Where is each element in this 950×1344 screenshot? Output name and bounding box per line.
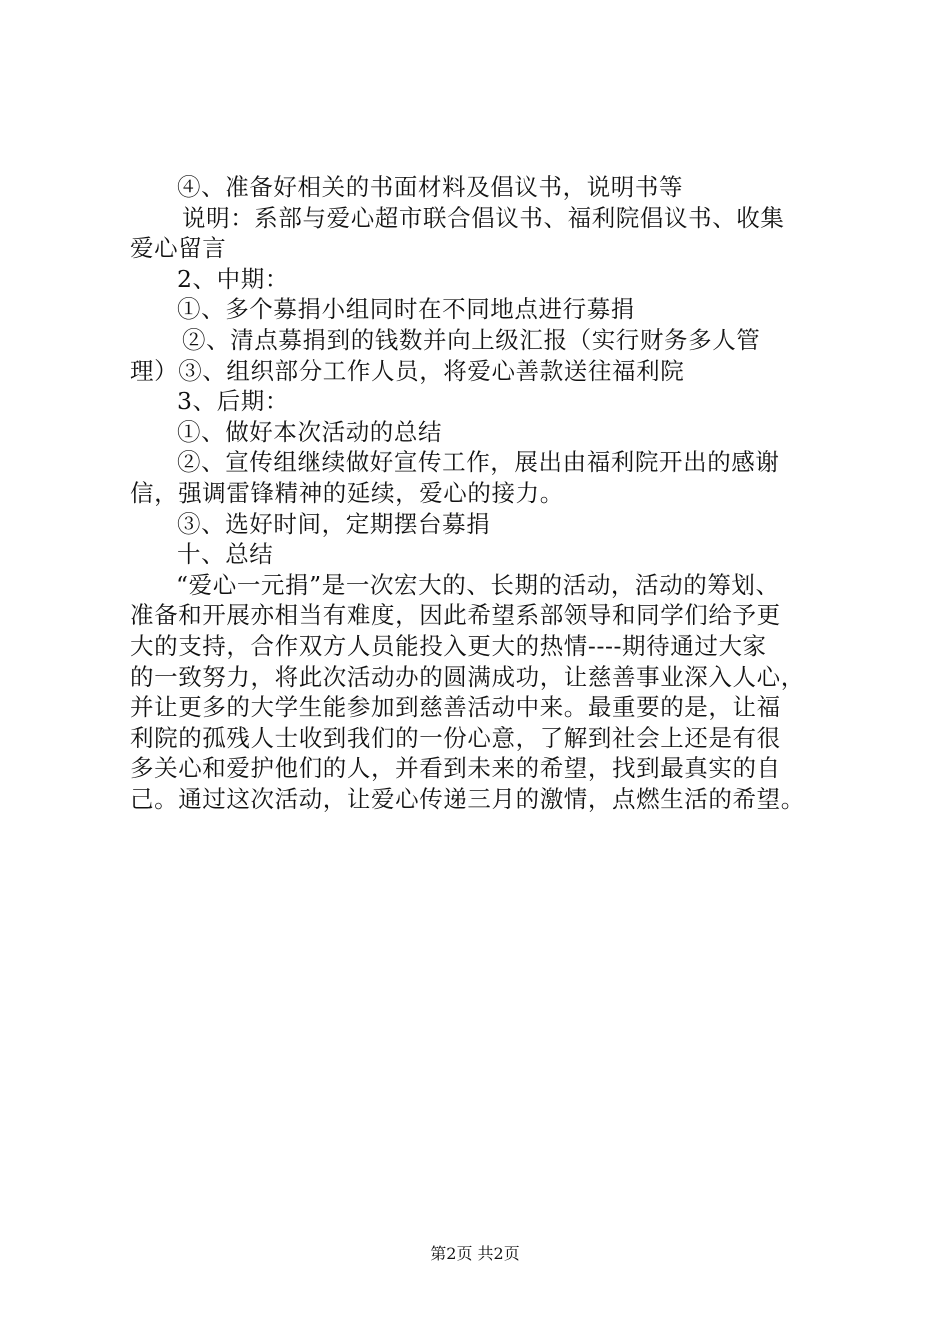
text-line: ①、多个募捐小组同时在不同地点进行募捐 <box>177 295 635 324</box>
text-line: 爱心留言 <box>130 234 227 263</box>
text-line: 并让更多的大学生能参加到慈善活动中来。最重要的是，让福 <box>130 693 781 722</box>
text-line: 的一致努力，将此次活动办的圆满成功，让慈善事业深入人心， <box>130 662 805 691</box>
text-line: 说明：系部与爱心超市联合倡议书、福利院倡议书、收集 <box>182 203 785 232</box>
text-line: 3、后期： <box>177 387 289 416</box>
text-line: 信，强调雷锋精神的延续，爱心的接力。 <box>130 478 564 507</box>
text-line: 2、中期： <box>177 264 289 293</box>
text-line: 利院的孤残人士收到我们的一份心意，了解到社会上还是有很 <box>130 723 781 752</box>
text-line: ②、清点募捐到的钱数并向上级汇报（实行财务多人管 <box>182 325 761 354</box>
text-line: ④、准备好相关的书面材料及倡议书，说明书等 <box>177 173 684 201</box>
text-line: 己。通过这次活动，让爱心传递三月的激情，点燃生活的希望。 <box>130 784 805 813</box>
text-line: 准备和开展亦相当有难度，因此希望系部领导和同学们给予更 <box>130 601 781 630</box>
document-body <box>130 172 842 814</box>
text-line: “爱心一元捐”是一次宏大的、长期的活动，活动的筹划、 <box>176 570 780 599</box>
text-line: ②、宣传组继续做好宣传工作，展出由福利院开出的感谢 <box>177 448 780 477</box>
section-heading: 十、总结 <box>177 540 274 569</box>
text-line: ①、做好本次活动的总结 <box>177 417 443 446</box>
page-number-footer: 第2页 共2页 <box>430 1244 520 1263</box>
text-line: 理）③、组织部分工作人员，将爱心善款送往福利院 <box>130 356 685 385</box>
text-line: 多关心和爱护他们的人，并看到未来的希望，找到最真实的自 <box>130 754 781 783</box>
text-line: ③、选好时间，定期摆台募捐 <box>177 509 491 538</box>
text-line: 大的支持，合作双方人员能投入更大的热情----期待通过大家 <box>130 631 767 660</box>
